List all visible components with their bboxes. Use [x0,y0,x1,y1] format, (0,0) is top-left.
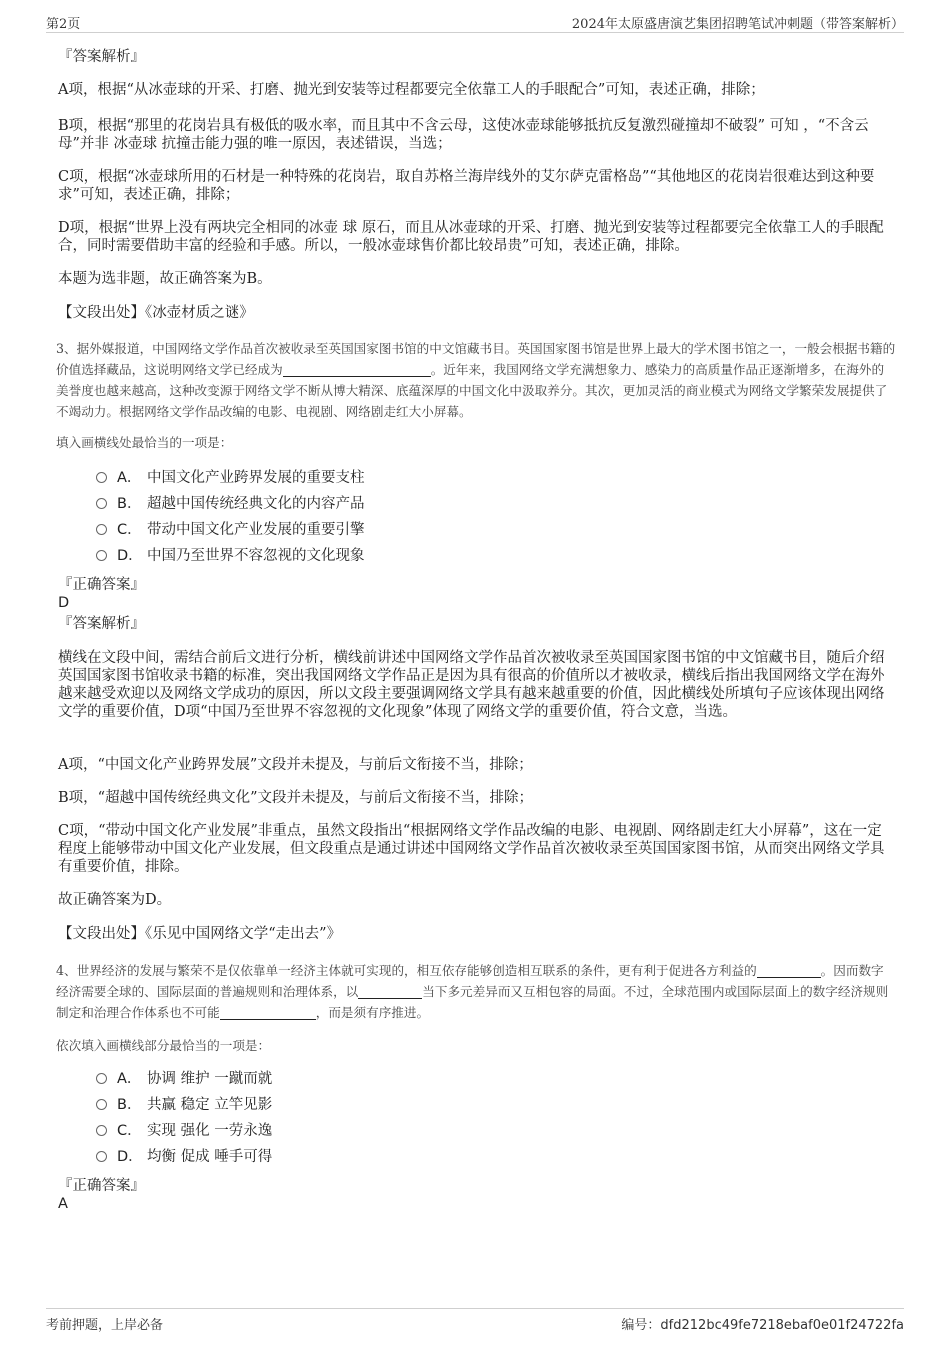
radio-icon[interactable] [96,498,107,509]
q3-source: 【文段出处】《乐见中国网络文学“走出去”》 [58,926,342,942]
q4-option-d[interactable]: D． 均衡 促成 唾手可得 [96,1147,272,1167]
radio-icon[interactable] [96,524,107,535]
document-title: 2024年太原盛唐演艺集团招聘笔试冲刺题（带答案解析） [571,17,904,32]
q2-analysis-c: C项，根据“冰壶球所用的石材是一种特殊的花岗岩，取自苏格兰海岸线外的艾尔萨克雷格岛”“其他地区的花岗岩很难达到这种要求”可知，表述正确，排除； [58,169,875,203]
q4-lead: 依次填入画横线部分最恰当的一项是： [56,1038,271,1053]
q4-option-c[interactable]: C． 实现 强化 一劳永逸 [96,1121,272,1141]
q3-blank [283,362,431,377]
q3-answer: D [58,595,70,611]
q2-analysis-a: A项，根据“从冰壶球的开采、打磨、抛光到安装等过程都要完全依靠工人的手眼配合”可知，表述正确，排除； [58,82,765,98]
q3-analysis-label: 『答案解析』 [58,616,145,632]
q3-stem-part-1: 3、据外媒报道，中国网络文学作品首次被收录至英国国家图书馆的中文馆藏书目。英国国家图书馆是世界上最大的学术图书馆之一，一般会根据书籍的价值选择藏品，这说明网络文学已经成为 [56,341,896,377]
q3-stem-part-2: 。近年来，我国网络文学充满想象力、感染力的高质量作品正逐渐增多，在海外的美誉度也越来越高，这种改变源于网络文学不断从博大精深、底蕴深厚的中国文化中汲取养分。其次，更加灵活的商业模式为网络文学繁荣发展提供了不竭动力。根据网络文学作品改编的电影、电视剧、网络剧走红大小屏幕。 [56,362,888,419]
page-number: 第2页 [46,17,81,32]
q2-conclusion: 本题为选非题，故正确答案为B。 [58,271,272,287]
q4-answer-label: 『正确答案』 [58,1178,145,1194]
q3-conclusion: 故正确答案为D。 [58,892,172,908]
q3-option-c[interactable]: C． 带动中国文化产业发展的重要引擎 [96,520,365,540]
document-code: 编号：dfd212bc49fe7218ebaf0e01f24722fa [621,1318,904,1333]
page-header [46,10,904,33]
q3-option-d[interactable]: D． 中国乃至世界不容忽视的文化现象 [96,546,365,566]
radio-icon[interactable] [96,550,107,561]
q2-source: 【文段出处】《冰壶材质之谜》 [58,305,254,321]
q4-blank-3 [220,1005,316,1020]
q3-analysis-b: B项，“超越中国传统经典文化”文段并未提及，与前后文衔接不当，排除； [58,790,533,806]
q3-analysis-c: C项，“带动中国文化产业发展”非重点，虽然文段指出“根据网络文学作品改编的电影、电视剧、网络剧走红大小屏幕”，这在一定程度上能够带动中国文化产业发展，但文段重点是通过讲述中国网络文学作品首次被收录至英国国家图书馆，从而突出网络文学具有重要价值，排除。 [58,823,885,875]
q2-analysis-label: 『答案解析』 [58,49,145,65]
q4-answer: A [58,1196,68,1212]
q3-option-a[interactable]: A． 中国文化产业跨界发展的重要支柱 [96,468,365,488]
q3-analysis-a: A项，“中国文化产业跨界发展”文段并未提及，与前后文衔接不当，排除； [58,757,533,773]
q2-analysis-d: D项，根据“世界上没有两块完全相同的冰壶 球 原石，而且从冰壶球的开采、打磨、抛光到安装等过程都要完全依靠工人的手眼配合，同时需要借助丰富的经验和手感。所以，一般冰壶球售价都比较昂贵”可知，表述正确，排除。 [58,220,884,254]
radio-icon[interactable] [96,1073,107,1084]
q3-option-b[interactable]: B． 超越中国传统经典文化的内容产品 [96,494,365,514]
q4-option-a[interactable]: A． 协调 维护 一蹴而就 [96,1069,272,1089]
radio-icon[interactable] [96,472,107,483]
footer-slogan: 考前押题，上岸必备 [46,1318,164,1333]
q4-blank-1 [757,963,821,978]
q4-blank-2 [358,984,422,999]
q3-lead: 填入画横线处最恰当的一项是： [56,435,233,450]
q3-analysis-main: 横线在文段中间，需结合前后文进行分析，横线前讲述中国网络文学作品首次被收录至英国国家图书馆的中文馆藏书目，随后介绍英国国家图书馆收录书籍的标准，突出我国网络文学作品正是因为具有很高的价值所以才被收录，横线后指出我国网络文学在海外越来越受欢迎以及网络文学成功的原因，所以文段主要强调网络文学具有越来越重要的价值，因此横线处所填句子应该体现出网络文学的重要价值，D项“中国乃至世界不容忽视的文化现象”体现了网络文学的重要价值，符合文意，当选。 [58,650,885,720]
q3-answer-label: 『正确答案』 [58,577,145,593]
radio-icon[interactable] [96,1099,107,1110]
q3-stem [56,338,896,422]
q4-option-b[interactable]: B． 共赢 稳定 立竿见影 [96,1095,272,1115]
radio-icon[interactable] [96,1151,107,1162]
radio-icon[interactable] [96,1125,107,1136]
q2-analysis-b: B项，根据“那里的花岗岩具有极低的吸水率，而且其中不含云母，这使冰壶球能够抵抗反复激烈碰撞却不破裂” 可知 ，“不含云母”并非 冰壶球 抗撞击能力强的唯一原因，表述错误，当选； [58,118,869,152]
q4-stem: 4、世界经济的发展与繁荣不是仅依靠单一经济主体就可实现的，相互依存能够创造相互联系的条件，更有利于促进各方利益的 。因而数字经济需要全球的、国际层面的普遍规则和治理体系，以 当下多元差异而又互相包容的局面。不过，全球范围内或国际层面上的数字经济规则制定和治理合作体系也不可能 ，而是须有序推进。 [56,963,889,1020]
page-footer [46,1308,904,1339]
